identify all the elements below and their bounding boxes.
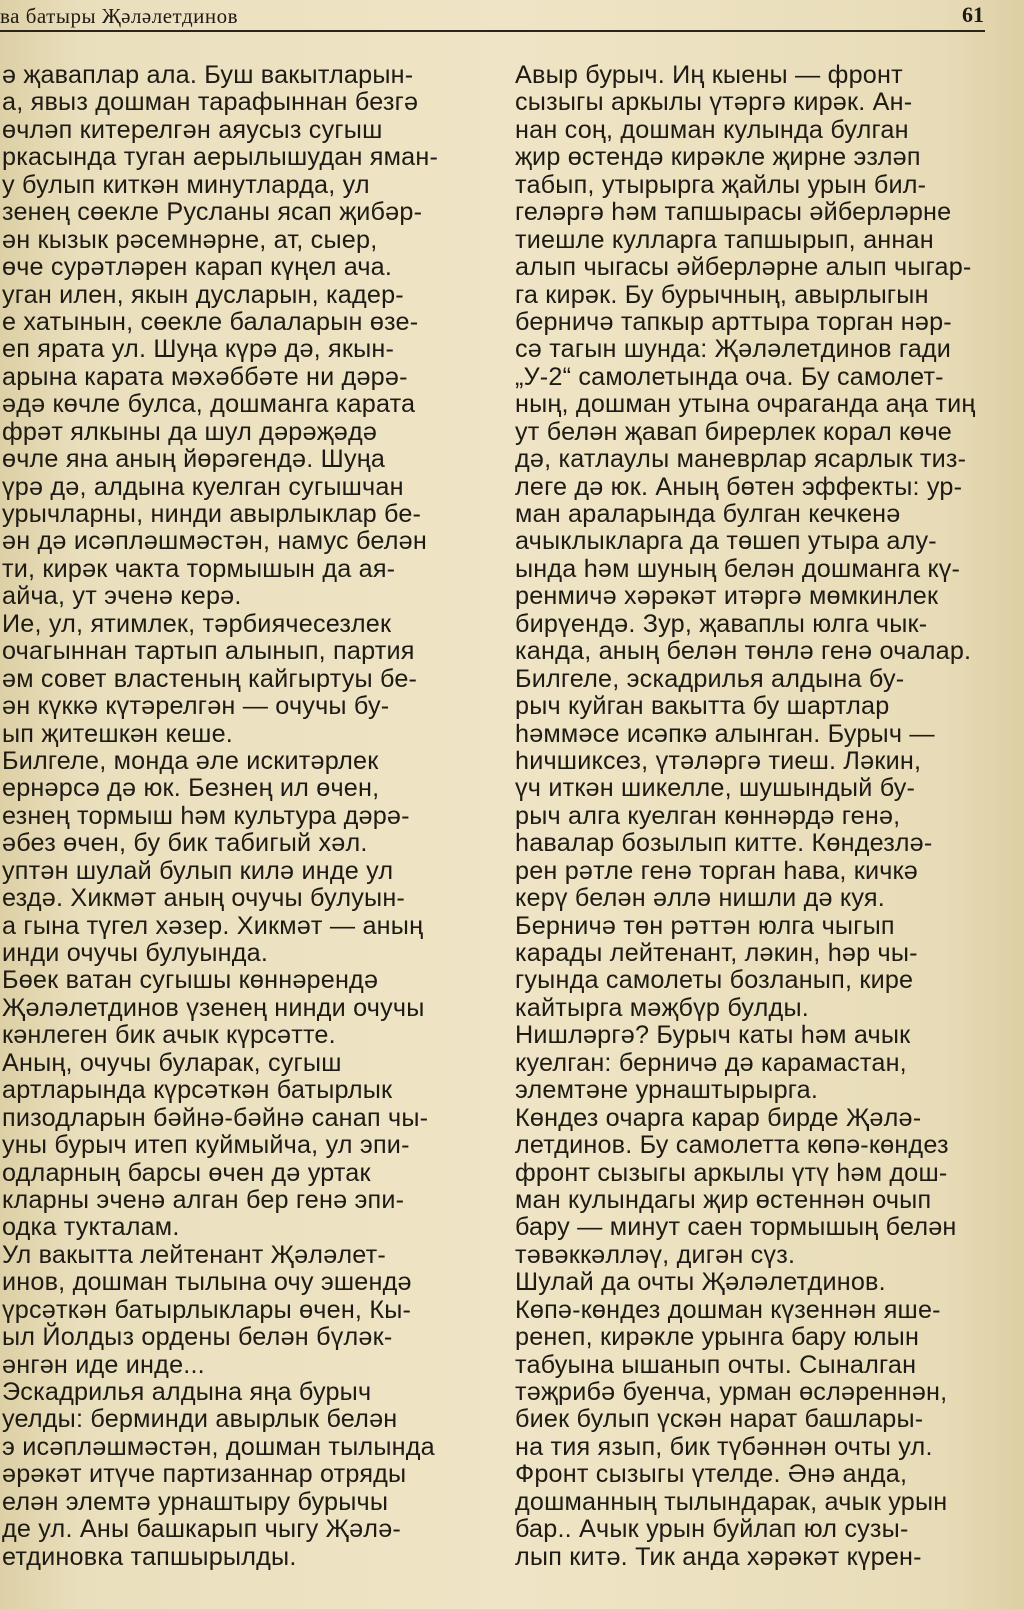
text-line: артларында күрсәткән батырлык (2, 1076, 393, 1105)
text-line: әдә көчле булса, дошманга карата (2, 390, 416, 419)
text-line: очагыннан тартып алынып, партия (2, 637, 415, 666)
text-line: инов, дошман тылына очу эшендә (2, 1268, 412, 1297)
running-title: ва батыры Җәләлетдинов (0, 4, 239, 28)
text-line: уган илен, якын дусларын, кадер- (2, 280, 404, 309)
text-line: у булып киткән минутларда, ул (2, 170, 370, 199)
text-line: Аның, очучы буларак, сугыш (2, 1048, 342, 1077)
text-line: табып, утырырга җайлы урын бил- (515, 170, 927, 199)
text-line: куелган: берничә дә карамастан, (515, 1048, 907, 1077)
text-line: керү белән әллә нишли дә куя. (515, 884, 885, 913)
text-line: ыл Йолдыз ордены белән бүләк- (2, 1323, 393, 1352)
text-line: Фронт сызыгы үтелде. Әнә анда, (515, 1460, 908, 1489)
text-line: Көндез очарга карар бирде Җәлә- (515, 1103, 922, 1132)
text-line: тәҗрибә буенча, урман өсләреннән, (515, 1378, 948, 1406)
text-line: Билгеле, эскадрилья алдына бу- (515, 664, 905, 693)
text-line: Бөек ватан сугышы көннәрендә (2, 966, 379, 995)
text-line: одка тукталам. (2, 1213, 180, 1242)
text-line: Ул вакытта лейтенант Җәләлет- (2, 1240, 386, 1269)
text-line: на тия язып, бик түбәннән очты ул. (515, 1432, 933, 1461)
text-line: биек булып үскән нарат башлары- (515, 1405, 924, 1434)
text-line: дә, катлаулы маневрлар ясарлык тиз- (515, 445, 967, 474)
text-line: ән дә исәпләшмәстән, намус белән (2, 527, 427, 556)
text-line: ут белән җавап бирерлек корал көче (515, 417, 953, 446)
text-line: гуында самолеты бозланып, кире (515, 966, 914, 995)
text-line: еп ярата ул. Шуңа күрә дә, якын- (2, 335, 395, 364)
text-line: бару — минут саен тормышың белән (515, 1213, 957, 1242)
text-line: ркасында туган аерылышудан яман- (2, 143, 439, 172)
text-line: Эскадрилья алдына яңа бурыч (2, 1378, 372, 1406)
text-line: уптән шулай булып килә инде ул (2, 856, 394, 885)
text-line: берничә тапкыр арттыра торган нәр- (515, 307, 952, 336)
text-line: ачыклыкларга да төшеп утыра алу- (515, 527, 937, 556)
text-line: табуына ышанып очты. Сыналган (515, 1350, 917, 1379)
text-line: ән күккә күтәрелгән — очучы бу- (2, 692, 390, 721)
text-line: га кирәк. Бу бурычның, авырлыгын (515, 280, 929, 309)
text-line: ып җитешкән кеше. (2, 719, 233, 748)
text-line: ти, кирәк чакта тормышын да ая- (2, 554, 396, 583)
text-line: ән кызык рәсемнәрне, ат, сыер, (2, 225, 378, 254)
text-line: бирүендә. Зур, җаваплы юлга чык- (515, 609, 928, 638)
text-line: ернәрсә дә юк. Безнең ил өчен, (2, 774, 380, 803)
text-line: арына карата мәхәббәте ни дәрә- (2, 362, 408, 391)
page-number: 61 (962, 2, 984, 27)
text-line: одларның барсы өчен дә уртак (2, 1158, 371, 1187)
text-line: бар.. Ачык урын буйлап юл сузы- (515, 1515, 909, 1544)
text-line: ман араларында булган кечкенә (515, 500, 901, 528)
text-line: Нишләргә? Бурыч каты һәм ачык (515, 1021, 911, 1050)
text-line: зенең сөекле Русланы ясап җибәр- (2, 198, 423, 227)
text-line: фронт сызыгы аркылы үтү һәм дош- (515, 1158, 948, 1187)
text-line: уны бурыч итеп куймыйча, ул эпи- (2, 1131, 410, 1160)
text-line: һәммәсе исәпкә алынган. Бурыч — (515, 719, 935, 748)
text-line: һичшиксез, үтәләргә тиеш. Ләкин, (515, 746, 922, 775)
header-rule (0, 30, 985, 32)
page-header (0, 0, 1024, 34)
text-line: кайтырга мәҗбүр булды. (515, 993, 809, 1022)
text-line: элемтәне урнаштырырга. (515, 1076, 819, 1105)
text-line: е хатынын, сөекле балаларын өзе- (2, 307, 419, 336)
text-line: э исәпләшмәстән, дошман тылында (2, 1432, 435, 1461)
text-line: тиешле кулларга тапшырып, аннан (515, 225, 934, 254)
text-line: леге дә юк. Аның бөтен эффекты: ур- (515, 472, 963, 501)
text-line: Билгеле, монда әле искитәрлек (2, 746, 379, 775)
text-line: де ул. Аны башкарып чыгу Җәлә- (2, 1515, 402, 1544)
text-line: ренмичә хәрәкәт итәргә мөмкинлек (515, 582, 939, 611)
text-line: нан соң, дошман кулында булган (515, 115, 909, 144)
text-line: Шулай да очты Җәләлетдинов. (515, 1268, 886, 1297)
text-line: езнең тормыш һәм культура дәрә- (2, 801, 410, 830)
text-line: а, явыз дошман тарафыннан безгә (2, 88, 419, 117)
text-line: инди очучы булуында. (2, 939, 269, 967)
text-line: карады лейтенант, ләкин, һәр чы- (515, 939, 918, 967)
text-line: а гына түгел хәзер. Хикмәт — аның (2, 911, 424, 940)
text-line: сә тагын шунда: Җәләлетдинов гади (515, 335, 952, 364)
text-line: пизодларын бәйнә-бәйнә санап чы- (2, 1103, 429, 1132)
text-line: канда, аның белән төнлә генә очалар. (515, 637, 972, 666)
text-line: лып китә. Тик анда хәрәкәт күрен- (515, 1542, 922, 1571)
text-line: һавалар бозылып китте. Көндезлә- (515, 829, 933, 858)
text-line: етдиновка тапшырылды. (2, 1542, 297, 1571)
text-line: ездә. Хикмәт аның очучы булуын- (2, 884, 406, 913)
text-line: летдинов. Бу самолетта көпә-көндез (515, 1131, 949, 1160)
text-line: айча, ут эченә керә. (2, 582, 242, 611)
text-line: геләргә һәм тапшырасы әйберләрне (515, 198, 952, 227)
text-line: ында һәм шуның белән дошманга кү- (515, 554, 961, 583)
text-line: дошманның тылындарак, ачык урын (515, 1487, 948, 1516)
text-line: рен рәтле генә торган һава, кичкә (515, 856, 918, 885)
text-line: фрәт ялкыны да шул дәрәҗәдә (2, 417, 378, 446)
text-line: ның, дошман утына очраганда аңа тиң (515, 390, 976, 419)
text-line: Берничә төн рәттән юлга чыгып (515, 911, 895, 940)
text-line: үрсәткән батырлыклары өчен, Кы- (2, 1295, 412, 1324)
text-line: рыч куйган вакытта бу шартлар (515, 692, 890, 721)
text-column-left (2, 62, 466, 1571)
text-line: Авыр бурыч. Иң кыены — фронт (515, 61, 903, 89)
text-column-right (515, 62, 995, 1571)
text-line: ренеп, кирәкле урынга бару юлын (515, 1323, 920, 1352)
text-line: Җәләлетдинов үзенең нинди очучы (2, 993, 425, 1022)
text-line: өчләп китерелгән аяусыз сугыш (2, 115, 383, 144)
text-line: кәнлеген бик ачык күрсәтте. (2, 1021, 336, 1050)
text-line: кларны эченә алган бер генә эпи- (2, 1185, 405, 1214)
text-line: елән элемтә урнаштыру бурычы (2, 1487, 389, 1516)
text-line: үрә дә, алдына куелган сугышчан (2, 472, 404, 501)
text-line: ә җаваплар ала. Буш вакытларын- (2, 62, 414, 89)
text-line: өчле яна аның йөрәгендә. Шуңа (2, 445, 386, 474)
text-line: әнгән иде инде... (2, 1350, 205, 1379)
text-line: өче сурәтләрен карап күңел ача. (2, 253, 393, 282)
text-line: тәвәккәлләү, дигән сүз. (515, 1240, 796, 1269)
text-line: үч иткән шикелле, шушындый бу- (515, 774, 916, 803)
text-line: әм совет властеның кайгыртуы бе- (2, 664, 418, 693)
text-line: уелды: берминди авырлык белән (2, 1405, 398, 1434)
text-line: сызыгы аркылы үтәргә кирәк. Ан- (515, 88, 913, 117)
text-line: әбез өчен, бу бик табигый хәл. (2, 829, 368, 858)
text-line: рыч алга куелган көннәрдә генә, (515, 801, 901, 830)
text-line: Ие, ул, ятимлек, тәрбиячесезлек (2, 609, 392, 638)
text-line: алып чыгасы әйберләрне алып чыгар- (515, 253, 972, 282)
text-line: әрәкәт итүче партизаннар отряды (2, 1460, 407, 1489)
text-line: Көпә-көндез дошман күзеннән яше- (515, 1295, 941, 1324)
text-line: ман кулындагы җир өстеннән очып (515, 1185, 932, 1214)
text-line: урычларны, нинди авырлыклар бе- (2, 500, 422, 528)
text-line: „У-2“ самолетында оча. Бу самолет- (515, 362, 944, 391)
text-line: җир өстендә кирәкле җирне эзләп (515, 143, 921, 172)
